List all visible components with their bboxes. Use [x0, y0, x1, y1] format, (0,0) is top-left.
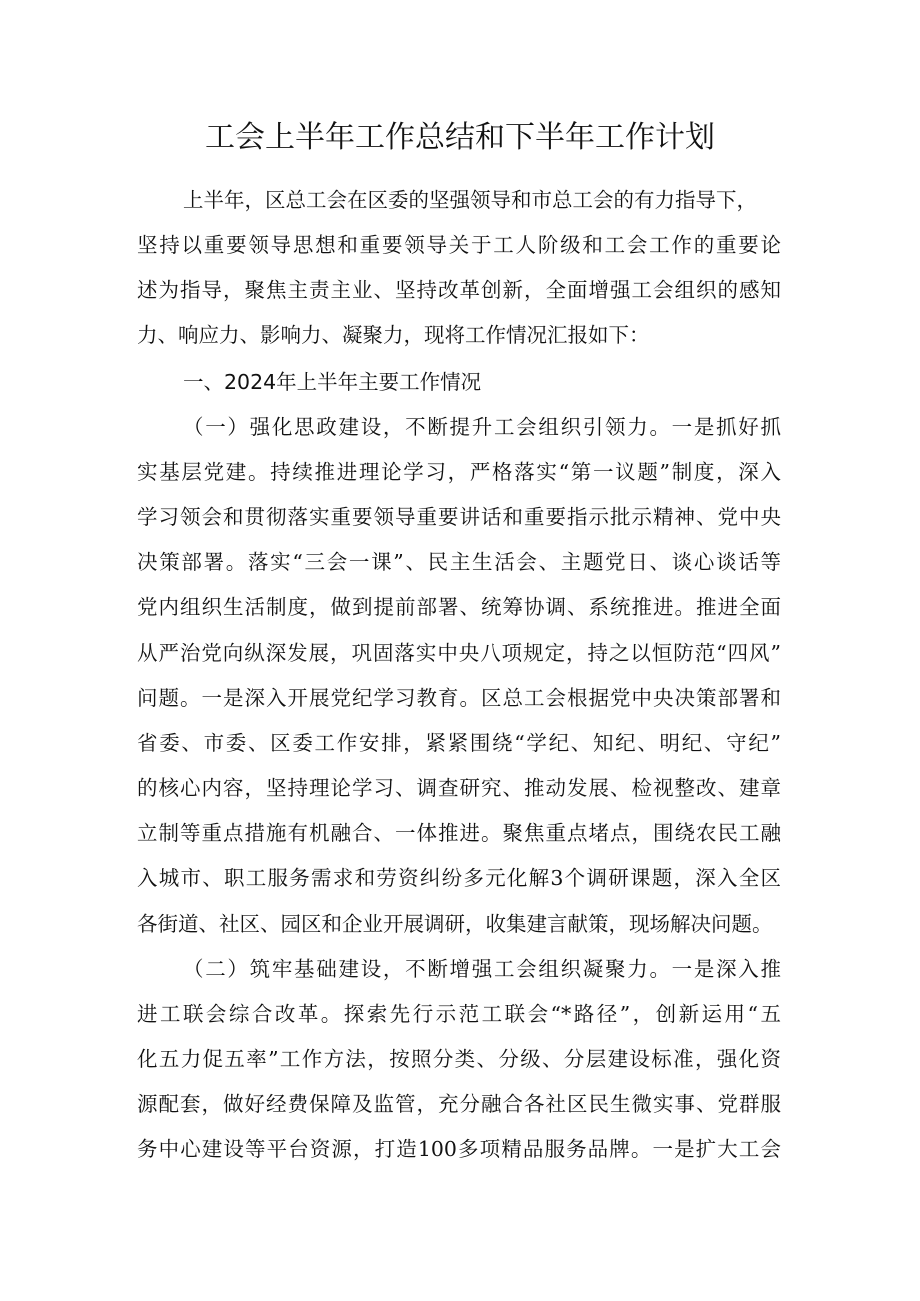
paragraph-line: 党内组织生活制度，做到提前部署、统筹协调、系统推进。推进全面 [137, 595, 781, 619]
paragraph-line: 省委、市委、区委工作安排，紧紧围绕“学纪、知纪、明纪、守纪” [137, 731, 781, 755]
paragraph-line: 从严治党向纵深发展，巩固落实中央八项规定，持之以恒防范“四风” [137, 641, 781, 665]
paragraph-line: 坚持以重要领导思想和重要领导关于工人阶级和工会工作的重要论 [137, 233, 781, 257]
paragraph-line: 实基层党建。持续推进理论学习，严格落实“第一议题”制度，深入 [137, 460, 781, 484]
paragraph-line: 学习领会和贯彻落实重要领导重要讲话和重要指示批示精神、党中央 [137, 505, 781, 529]
paragraph-line: 的核心内容，坚持理论学习、调查研究、推动发展、检视整改、建章 [137, 776, 781, 800]
paragraph-line: 务中心建设等平台资源，打造100多项精品服务品牌。一是扩大工会 [137, 1137, 781, 1161]
paragraph-line: 入城市、职工服务需求和劳资纠纷多元化解3个调研课题，深入全区 [137, 866, 781, 890]
section-heading: 一、2024年上半年主要工作情况 [183, 370, 482, 394]
paragraph-line: 决策部署。落实“三会一课”、民主生活会、主题党日、谈心谈话等 [137, 550, 781, 574]
paragraph-line: 立制等重点措施有机融合、一体推进。聚焦重点堵点，围绕农民工融 [137, 821, 781, 845]
paragraph-line: 述为指导，聚焦主责主业、坚持改革创新，全面增强工会组织的感知 [137, 278, 781, 302]
paragraph-line: 上半年，区总工会在区委的坚强领导和市总工会的有力指导下， [183, 188, 757, 212]
paragraph-line: 源配套，做好经费保障及监管，充分融合各社区民生微实事、党群服 [137, 1092, 781, 1116]
paragraph-line: 问题。一是深入开展党纪学习教育。区总工会根据党中央决策部署和 [137, 686, 781, 710]
paragraph-line: （二）筑牢基础建设，不断增强工会组织凝聚力。一是深入推 [183, 957, 781, 981]
paragraph-line: 力、响应力、影响力、凝聚力，现将工作情况汇报如下： [137, 323, 650, 347]
paragraph-line: （一）强化思政建设，不断提升工会组织引领力。一是抓好抓 [183, 415, 781, 439]
paragraph-line: 各街道、社区、园区和企业开展调研，收集建言献策，现场解决问题。 [137, 912, 773, 936]
document-title: 工会上半年工作总结和下半年工作计划 [205, 120, 715, 155]
paragraph-line: 进工联会综合改革。探索先行示范工联会“*路径”，创新运用“五 [137, 1002, 781, 1026]
paragraph-line: 化五力促五率”工作方法，按照分类、分级、分层建设标准，强化资 [137, 1047, 781, 1071]
